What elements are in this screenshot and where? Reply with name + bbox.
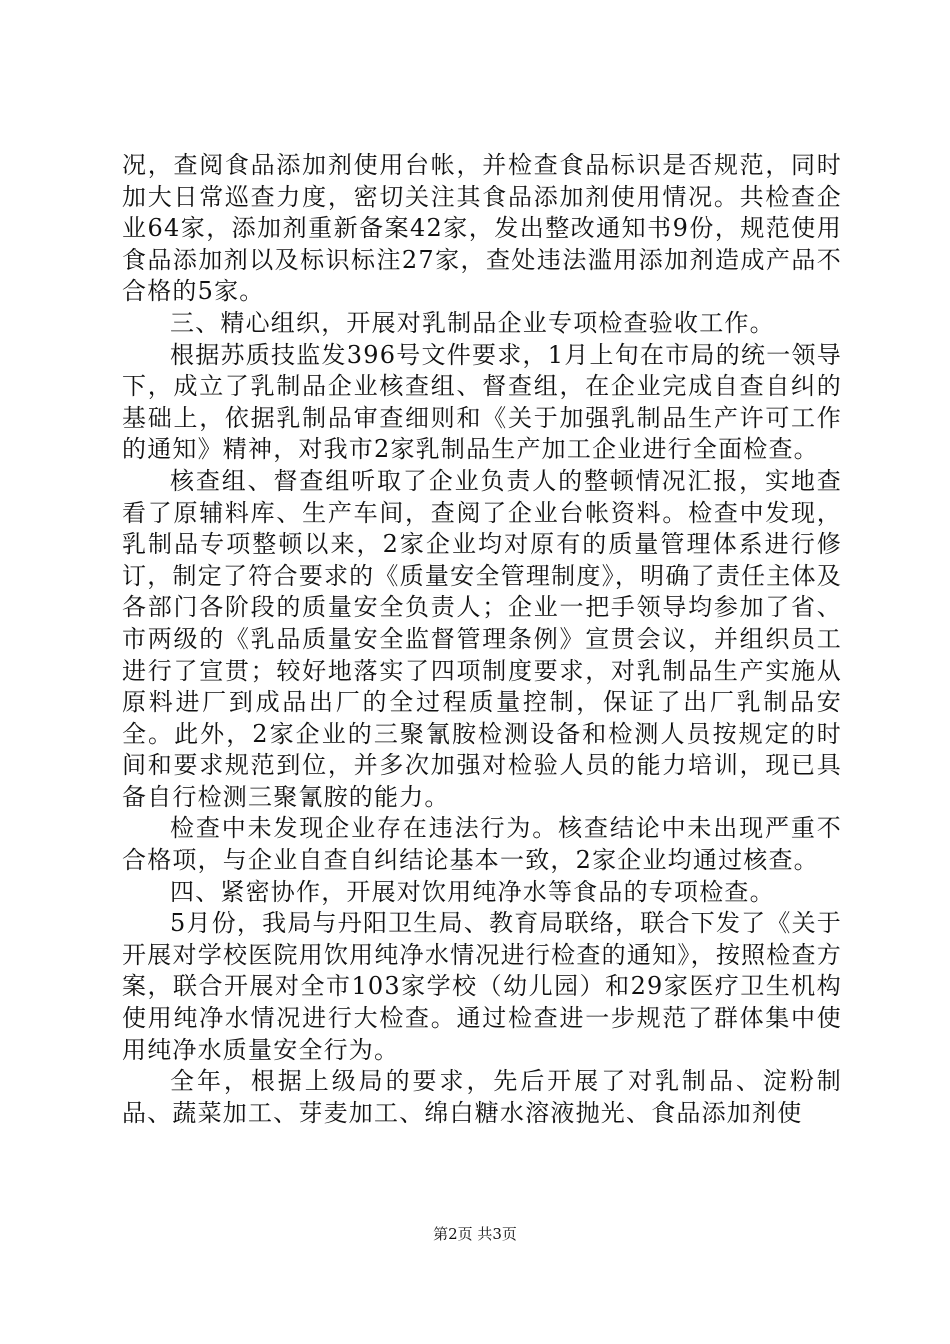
- paragraph: 核查组、督查组听取了企业负责人的整顿情况汇报，实地查看了原辅料库、生产车间，查阅了企业台帐资料。检查中发现，乳制品专项整顿以来，2家企业均对原有的质量管理体系进行修订，制定了符合要求的《质量安全管理制度》，明确了责任主体及各部门各阶段的质量安全负责人；企业一把手领导均参加了省、市两级的《乳品质量安全监督管理条例》宣贯会议，并组织员工进行了宣贯；较好地落实了四项制度要求，对乳制品生产实施从原料进厂到成品出厂的全过程质量控制，保证了出厂乳制品安全。此外，2家企业的三聚氰胺检测设备和检测人员按规定的时间和要求规范到位，并多次加强对检验人员的能力培训，现已具备自行检测三聚氰胺的能力。: [122, 466, 842, 811]
- paragraph: 检查中未发现企业存在违法行为。核查结论中未出现严重不合格项，与企业自查自纠结论基本一致，2家企业均通过核查。: [122, 814, 842, 875]
- document-body: [122, 150, 842, 1129]
- paragraph-continuation: 况，查阅食品添加剂使用台帐，并检查食品标识是否规范，同时加大日常巡查力度，密切关注其食品添加剂使用情况。共检查企业64家，添加剂重新备案42家，发出整改通知书9份，规范使用食品添加剂以及标识标注27家，查处违法滥用添加剂造成产品不合格的5家。: [122, 151, 842, 306]
- section-heading-3: 三、精心组织，开展对乳制品企业专项检查验收工作。: [170, 308, 775, 337]
- paragraph: 根据苏质技监发396号文件要求，1月上旬在市局的统一领导下，成立了乳制品企业核查组、督查组，在企业完成自查自纠的基础上，依据乳制品审查细则和《关于加强乳制品生产许可工作的通知》精神，对我市2家乳制品生产加工企业进行全面检查。: [122, 340, 842, 464]
- paragraph: 全年，根据上级局的要求，先后开展了对乳制品、淀粉制品、蔬菜加工、芽麦加工、绵白糖水溶液抛光、食品添加剂使: [122, 1067, 842, 1127]
- page-number: 第2页 共3页: [433, 1225, 517, 1243]
- paragraph: 5月份，我局与丹阳卫生局、教育局联络，联合下发了《关于开展对学校医院用饮用纯净水情况进行检查的通知》，按照检查方案，联合开展对全市103家学校（幼儿园）和29家医疗卫生机构使用纯净水情况进行大检查。通过检查进一步规范了群体集中使用纯净水质量安全行为。: [122, 909, 842, 1064]
- section-heading-4: 四、紧密协作，开展对饮用纯净水等食品的专项检查。: [170, 877, 775, 906]
